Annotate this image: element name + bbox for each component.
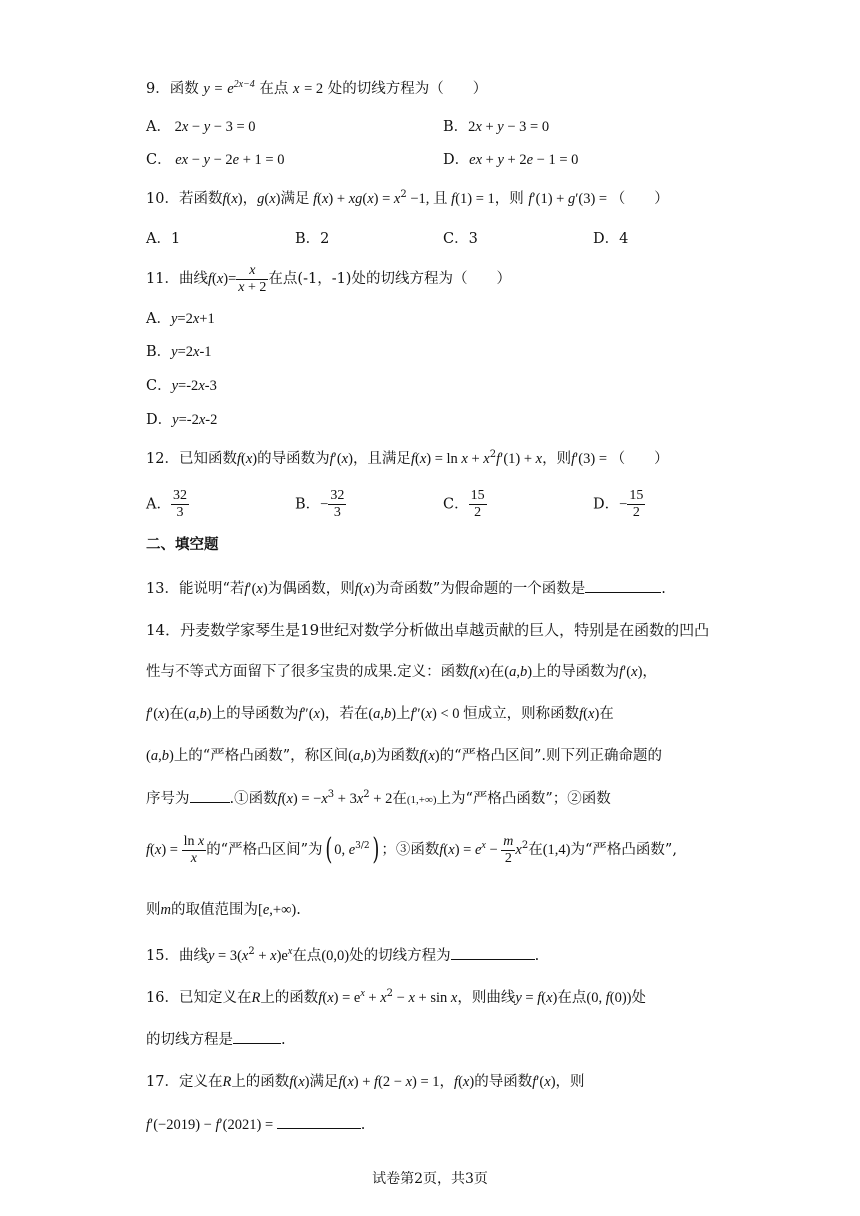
question-11-option-b[interactable]: B．y=2x-1 [146,344,212,360]
answer-blank[interactable] [190,788,230,803]
question-12-option-d[interactable]: D．− $\frac{15}{2}$ [593,488,644,520]
question-11-option-a[interactable]: A．y=2x+1 [146,311,215,327]
question-15: 15．曲线$y = 3(x^2 + x)e^x$在点(0,0)处的切线方程为 . [146,946,540,964]
question-12-option-a[interactable]: A． $\frac{32}{3}$ [146,488,187,520]
question-11-stem: 11．曲线f(x)= $\frac{x}{x + 2}$ 在点(-1，-1)处的切线方程为（ ） [146,262,511,295]
question-12-option-c[interactable]: C． $\frac{15}{2}$ [443,488,485,520]
question-11-option-d[interactable]: D．y=-2x-2 [146,412,218,428]
question-16-line-1: 16．已知定义在R上的函数$f(x) = e^x + x^2 - x + \sin x$，则曲线y = f(x)在点(0, f(0))处 [146,988,646,1006]
question-9-option-b[interactable]: B．2x + y − 3 = 0 [443,119,550,135]
question-9-stem: 9．函数 $y = e^{2x-4}$ 在点 x = 2 处的切线方程为（ ） [146,79,488,97]
question-14-line-5: 序号为 .①函数$f(x) = -x^3 + 3x^2 + 2$在(1,+∞)上为“严格凸函数”；②函数 [146,789,611,807]
question-14-line-6: f(x) = $\frac{\text{ln x}}{x}$ 的“严格凸区间”为( 0, $e^{3/2}$) ；③函数$f(x) = e^x$ − $\frac{m}{2}$ $x^2$在(1,4)为“严格凸函数”, [146,832,677,867]
answer-blank[interactable] [585,578,661,593]
answer-blank[interactable] [233,1029,281,1044]
question-16-line-2: 的切线方程是 . [146,1029,286,1050]
question-14-line-4: (a,b)上的“严格凸函数”，称区间(a,b)为函数f(x)的“严格凸区间”.则下列正确命题的 [146,748,663,764]
question-13: 13．能说明“若f′(x)为偶函数，则f(x)为奇函数”为假命题的一个函数是 . [146,578,666,599]
question-14-line-1: 14．丹麦数学家琴生是19世纪对数学分析做出卓越贡献的巨人，特别是在函数的凹凸 [146,621,710,639]
question-17-line-1: 17．定义在R上的函数f(x)满足f(x) + f(2 − x) = 1，f(x)的导函数f′(x)，则 [146,1074,585,1090]
question-10-option-a[interactable]: A．1 [146,231,181,247]
question-9-option-a[interactable]: A． 2x − y − 3 = 0 [146,119,256,135]
question-10-option-b[interactable]: B．2 [295,231,330,247]
question-12-option-b[interactable]: B．− $\frac{32}{3}$ [295,488,345,520]
question-14-line-2: 性与不等式方面留下了很多宝贵的成果.定义：函数f(x)在(a,b)上的导函数为f′(x)， [146,664,657,680]
question-12-stem: 12．已知函数f(x)的导函数为f′(x)，且满足$f(x) = \ln x + x^2f'(1) + x$，则f′(3) = （ ） [146,449,669,467]
section-title-fill-in: 二、填空题 [146,537,219,553]
page-footer: 试卷第2页，共3页 [372,1171,488,1187]
question-9-option-c[interactable]: C． ex − y − 2e + 1 = 0 [146,152,285,168]
question-10-option-c[interactable]: C．3 [443,231,478,247]
answer-blank[interactable] [277,1114,361,1129]
question-17-line-2: f′(−2019) − f′(2021) = . [146,1114,365,1135]
question-10-option-d[interactable]: D．4 [593,231,629,247]
question-14-line-3: f′(x)在(a,b)上的导函数为f″(x)，若在(a,b)上f″(x) < 0 恒成立，则称函数f(x)在 [146,706,614,722]
question-11-option-c[interactable]: C．y=-2x-3 [146,378,217,394]
question-14-line-7: 则m的取值范围为[e,+∞). [146,902,301,918]
question-10-stem: 10．若函数f(x)，g(x)满足 $f(x) + xg(x) = x^2 -1$, 且 f(1) = 1，则 f′(1) + g′(3) = （ ） [146,189,669,207]
question-9-option-d[interactable]: D．ex + y + 2e − 1 = 0 [443,152,579,168]
answer-blank[interactable] [451,945,535,960]
